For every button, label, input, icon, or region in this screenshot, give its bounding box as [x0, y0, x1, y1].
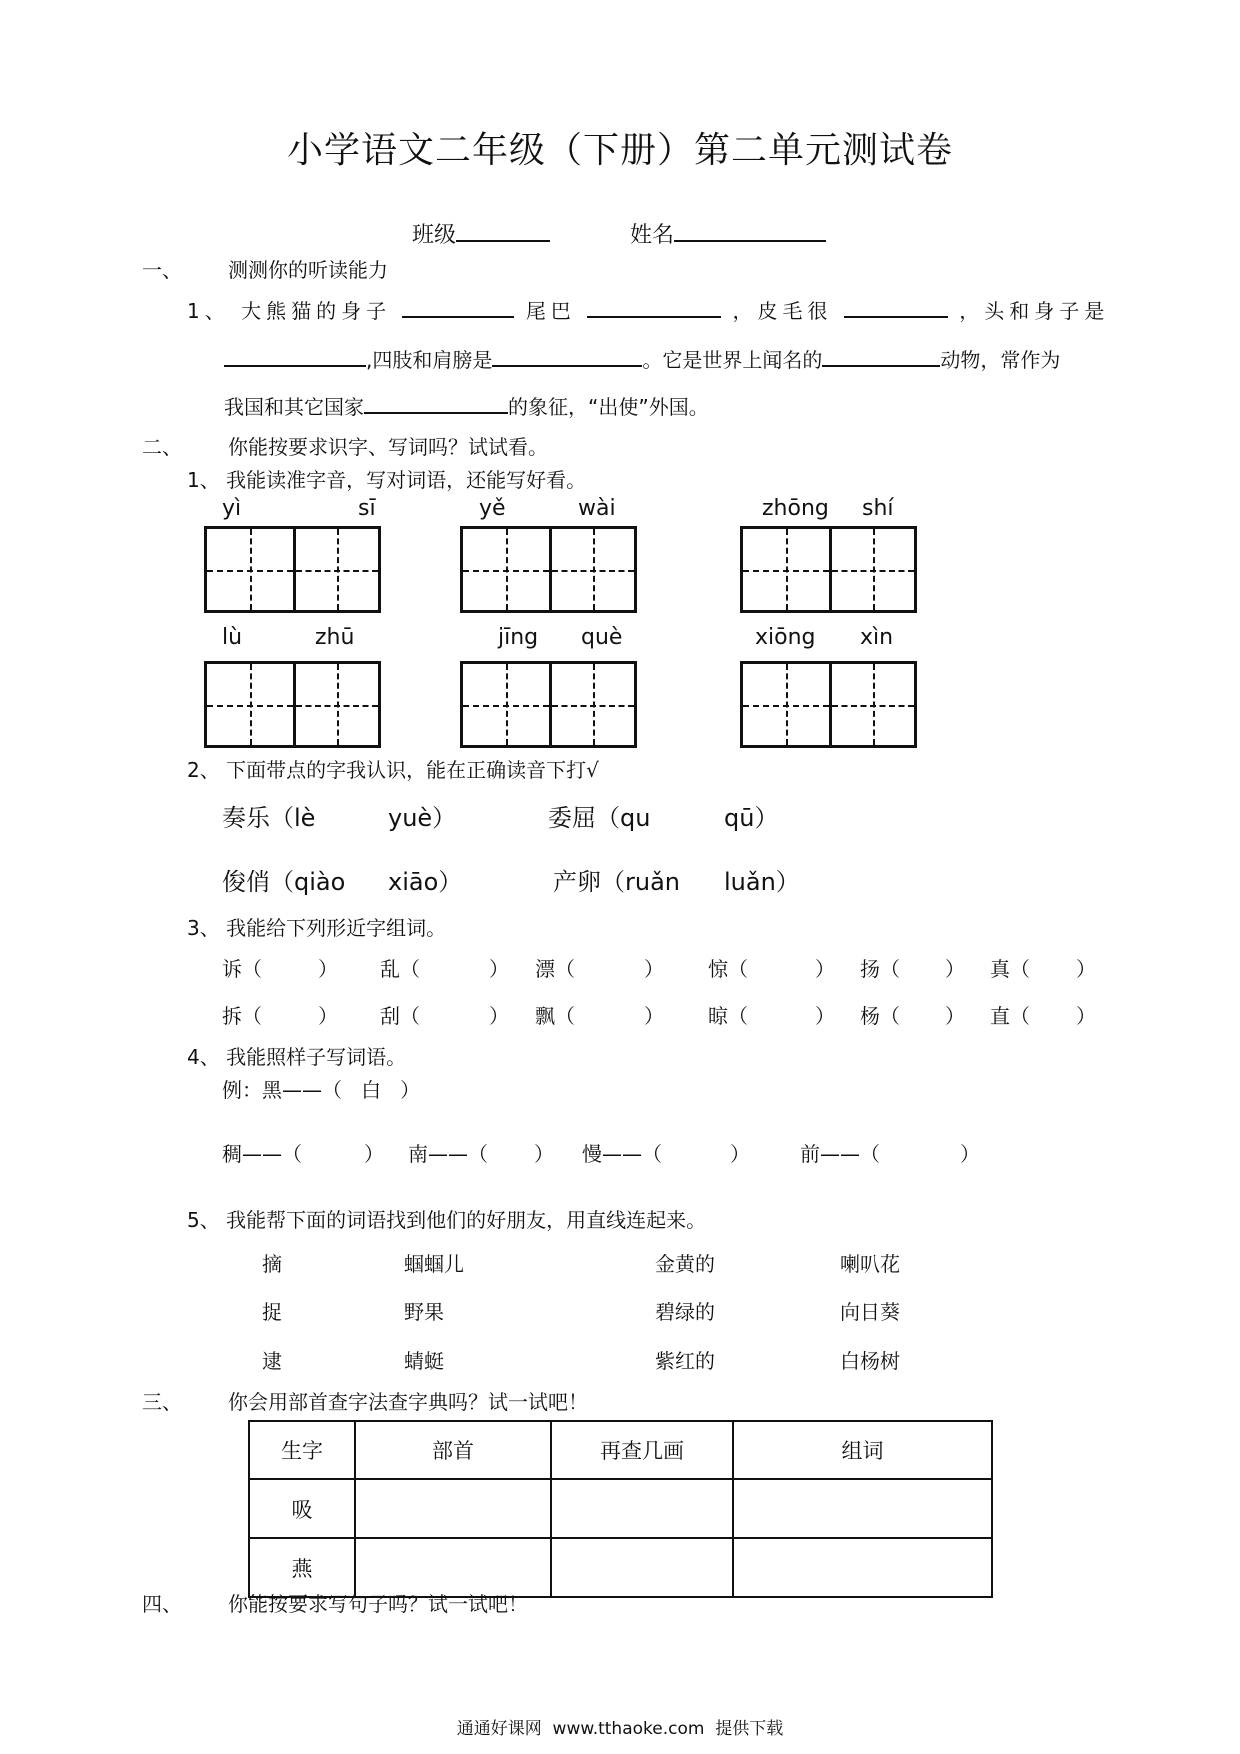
char-close: ） [815, 957, 835, 981]
reading-item-alt: xiāo） [388, 868, 463, 896]
table-cell-blank[interactable] [733, 1479, 992, 1538]
char-item: 惊（ [708, 957, 748, 981]
char-item: 拆（ [222, 1004, 262, 1028]
char-item: 诉（ [222, 957, 262, 981]
s2-q1: 1、 我能读准字音，写对词语，还能写好看。 [187, 468, 587, 492]
pinyin-label: yě [479, 496, 506, 521]
table-cell-char: 吸 [249, 1479, 355, 1538]
class-label: 班级 [412, 223, 457, 248]
writing-grid[interactable] [204, 526, 381, 613]
pinyin-label: què [581, 625, 623, 650]
char-close: ） [489, 957, 509, 981]
match-word: 逮 [262, 1349, 282, 1373]
reading-item: 奏乐（lè [222, 804, 316, 832]
table-header: 再查几画 [551, 1421, 733, 1479]
body-blank[interactable] [402, 294, 514, 318]
char-item: 漂（ [535, 957, 575, 981]
s1-text-3: ，皮毛很 [732, 299, 833, 323]
antonym-item: 稠——（ [222, 1142, 302, 1166]
char-close: ） [945, 1004, 965, 1028]
s2-q3: 3、 我能给下列形近字组词。 [187, 916, 447, 940]
writing-grid[interactable] [740, 526, 917, 613]
match-word: 碧绿的 [655, 1300, 715, 1324]
section-3-heading: 你会用部首查字法查字典吗？试一试吧！ [228, 1390, 588, 1414]
writing-grid[interactable] [460, 526, 637, 613]
antonym-item: 南——（ [408, 1142, 488, 1166]
s1-text-6: 。它是世界上闻名的 [642, 348, 823, 372]
section-4-number: 四、 [142, 1592, 182, 1616]
match-word: 蜻蜓 [404, 1349, 444, 1373]
char-close: ） [318, 1004, 338, 1028]
s2-q4: 4、 我能照样子写词语。 [187, 1045, 407, 1069]
match-word: 捉 [262, 1300, 282, 1324]
char-close: ） [815, 1004, 835, 1028]
section-1-number: 一、 [142, 258, 182, 282]
s1-q1-number: 1、 [187, 299, 230, 323]
char-item: 飘（ [535, 1004, 575, 1028]
writing-grid[interactable] [204, 661, 381, 748]
limbs-blank[interactable] [492, 343, 642, 367]
class-blank[interactable] [456, 218, 550, 242]
table-cell-blank[interactable] [355, 1479, 551, 1538]
char-item: 乱（ [380, 957, 420, 981]
famous-blank[interactable] [822, 343, 940, 367]
table-header: 生字 [249, 1421, 355, 1479]
pinyin-label: yì [222, 496, 242, 521]
footer-credit: 通通好课网 www.tthaoke.com 提供下载 [456, 1719, 784, 1739]
s2-q2: 2、 下面带点的字我认识，能在正确读音下打√ [187, 758, 599, 782]
table-cell-blank[interactable] [551, 1538, 733, 1597]
match-word: 喇叭花 [840, 1252, 900, 1276]
antonym-item: 慢——（ [582, 1142, 662, 1166]
char-close: ） [1076, 957, 1096, 981]
s1-text-7: 动物，常作为 [940, 348, 1061, 372]
symbol-blank[interactable] [364, 390, 508, 414]
pinyin-label: xìn [860, 625, 894, 650]
name-blank[interactable] [674, 218, 826, 242]
s1-text-2: 尾巴 [525, 299, 576, 323]
writing-grid[interactable] [740, 661, 917, 748]
match-word: 紫红的 [655, 1349, 715, 1373]
name-label: 姓名 [630, 223, 675, 248]
s2-q5: 5、 我能帮下面的词语找到他们的好朋友，用直线连起来。 [187, 1208, 707, 1232]
pinyin-label: zhōng [762, 496, 829, 521]
s1-line-1 [187, 294, 1109, 324]
match-word: 摘 [262, 1252, 282, 1276]
section-4-heading: 你能按要求写句子吗？试一试吧！ [228, 1592, 528, 1616]
s2-q4-example: 例：黑——（ 白 ） [222, 1078, 421, 1102]
pinyin-label: jīng [498, 625, 539, 650]
page-title: 小学语文二年级（下册）第二单元测试卷 [286, 130, 953, 171]
table-cell-char: 燕 [249, 1538, 355, 1597]
tail-blank[interactable] [587, 294, 721, 318]
char-item: 晾（ [708, 1004, 748, 1028]
writing-grid[interactable] [460, 661, 637, 748]
reading-item: 产卵（ruǎn [553, 868, 680, 896]
char-close: ） [644, 1004, 664, 1028]
reading-item: 委屈（qu [548, 804, 651, 832]
char-item: 真（ [990, 957, 1030, 981]
pinyin-label: shí [862, 496, 894, 521]
table-header: 部首 [355, 1421, 551, 1479]
char-close: ） [318, 957, 338, 981]
reading-item-alt: luǎn） [724, 868, 800, 896]
section-1-heading: 测测你的听读能力 [228, 258, 388, 282]
char-close: ） [489, 1004, 509, 1028]
char-close: ） [644, 957, 664, 981]
char-item: 刮（ [380, 1004, 420, 1028]
char-close: ） [1076, 1004, 1096, 1028]
s1-text-1: 大熊猫的身子 [241, 299, 392, 323]
pinyin-label: wài [578, 496, 616, 521]
section-2-heading: 你能按要求识字、写词吗？试试看。 [228, 435, 548, 459]
match-word: 金黄的 [655, 1252, 715, 1276]
s1-text-8: 我国和其它国家 [224, 395, 364, 419]
s1-line-3 [224, 390, 709, 420]
s1-text-5: ,四肢和肩膀是 [366, 348, 493, 372]
s1-line-2 [224, 343, 1060, 373]
table-cell-blank[interactable] [733, 1538, 992, 1597]
char-item: 杨（ [860, 1004, 900, 1028]
match-word: 向日葵 [840, 1300, 900, 1324]
pinyin-label: lù [222, 625, 243, 650]
class-field [412, 218, 550, 249]
match-word: 野果 [404, 1300, 444, 1324]
antonym-close: ） [960, 1142, 980, 1166]
match-word: 蝈蝈儿 [404, 1252, 464, 1276]
char-item: 直（ [990, 1004, 1030, 1028]
section-3-number: 三、 [142, 1390, 182, 1414]
section-2-number: 二、 [142, 435, 182, 459]
reading-item-alt: qū） [724, 804, 779, 832]
reading-item: 俊俏（qiào [222, 868, 346, 896]
antonym-close: ） [364, 1142, 384, 1166]
pinyin-label: zhū [315, 625, 355, 650]
pinyin-label: sī [358, 496, 376, 521]
s1-text-4: ，头和身子是 [959, 299, 1110, 323]
match-word: 白杨树 [840, 1349, 900, 1373]
antonym-close: ） [730, 1142, 750, 1166]
table-row [249, 1479, 992, 1538]
table-cell-blank[interactable] [551, 1479, 733, 1538]
radical-lookup-table [248, 1420, 993, 1598]
char-close: ） [945, 957, 965, 981]
head-body-blank[interactable] [224, 343, 366, 367]
table-header: 组词 [733, 1421, 992, 1479]
antonym-item: 前——（ [800, 1142, 880, 1166]
antonym-close: ） [534, 1142, 554, 1166]
s1-text-9: 的象征，“出使”外国。 [508, 395, 709, 419]
fur-blank[interactable] [844, 294, 948, 318]
name-field [630, 218, 826, 249]
pinyin-label: xiōng [755, 625, 816, 650]
reading-item-alt: yuè） [388, 804, 457, 832]
char-item: 扬（ [860, 957, 900, 981]
